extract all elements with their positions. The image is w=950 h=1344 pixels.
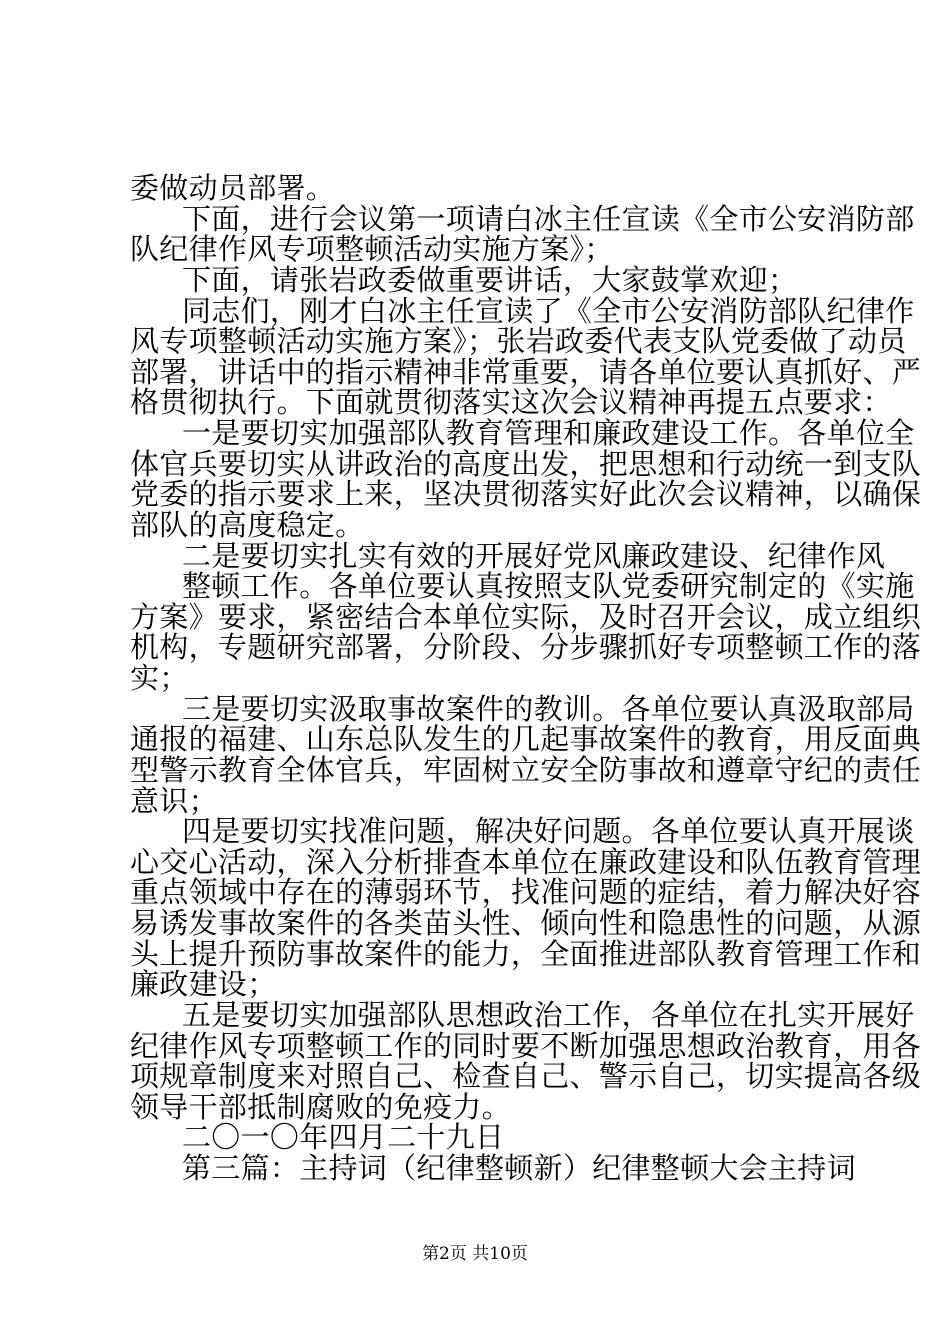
text-line: 部署，讲话中的指示精神非常重要，请各单位要认真抓好、严 [130,355,922,389]
text-line: 方案》要求，紧密结合本单位实际，及时召开会议，成立组织 [130,600,922,634]
text-line: 三是要切实汲取事故案件的教训。各单位要认真汲取部局 [182,692,915,726]
text-line: 风专项整顿活动实施方案》；张岩政委代表支队党委做了动员 [130,324,907,358]
text-line: 重点领域中存在的薄弱环节，找准问题的症结，着力解决好容 [130,875,922,909]
text-line: 部队的高度稳定。 [130,508,365,542]
text-line: 心交心活动，深入分析排查本单位在廉政建设和队伍教育管理 [130,845,922,879]
text-line: 二〇一〇年四月二十九日 [182,1120,505,1154]
text-line: 通报的福建、山东总队发生的几起事故案件的教育，用反面典 [130,722,922,756]
text-line: 四是要切实找准问题，解决好问题。各单位要认真开展谈 [182,814,915,848]
text-line: 第三篇：主持词（纪律整顿新）纪律整顿大会主持词 [182,1151,856,1185]
text-line: 党委的指示要求上来，坚决贯彻落实好此次会议精神，以确保 [130,477,922,511]
text-line: 项规章制度来对照自己、检查自己、警示自己，切实提高各级 [130,1059,922,1093]
text-line: 意识； [130,784,218,818]
text-line: 廉政建设； [130,967,277,1001]
text-line: 型警示教育全体官兵，牢固树立安全防事故和遵章守纪的责任 [130,753,922,787]
text-line: 整顿工作。各单位要认真按照支队党委研究制定的《实施 [182,569,915,603]
text-line: 五是要切实加强部队思想政治工作，各单位在扎实开展好 [182,998,915,1032]
text-line: 易诱发事故案件的各类苗头性、倾向性和隐患性的问题，从源 [130,906,922,940]
text-line: 一是要切实加强部队教育管理和廉政建设工作。各单位全 [182,416,915,450]
text-line: 下面，请张岩政委做重要讲话，大家鼓掌欢迎； [182,263,798,297]
text-line: 头上提升预防事故案件的能力，全面推进部队教育管理工作和 [130,937,922,971]
text-line: 实； [130,661,189,695]
text-line: 委做动员部署。 [130,171,336,205]
text-line: 格贯彻执行。下面就贯彻落实这次会议精神再提五点要求： [130,385,892,419]
text-line: 二是要切实扎实有效的开展好党风廉政建设、纪律作风 [182,539,886,573]
text-line: 队纪律作风专项整顿活动实施方案》； [130,232,614,266]
text-line: 机构，专题研究部署，分阶段、分步骤抓好专项整顿工作的落 [130,630,922,664]
text-line: 下面，进行会议第一项请白冰主任宣读《全市公安消防部 [182,202,915,236]
text-line: 同志们，刚才白冰主任宣读了《全市公安消防部队纪律作 [182,294,915,328]
text-line: 领导干部抵制腐败的免疫力。 [130,1090,511,1124]
text-line: 纪律作风专项整顿工作的同时要不断加强思想政治教育，用各 [130,1029,922,1063]
text-line: 体官兵要切实从讲政治的高度出发，把思想和行动统一到支队 [130,447,922,481]
page-footer: 第2页 共10页 [422,1244,528,1264]
